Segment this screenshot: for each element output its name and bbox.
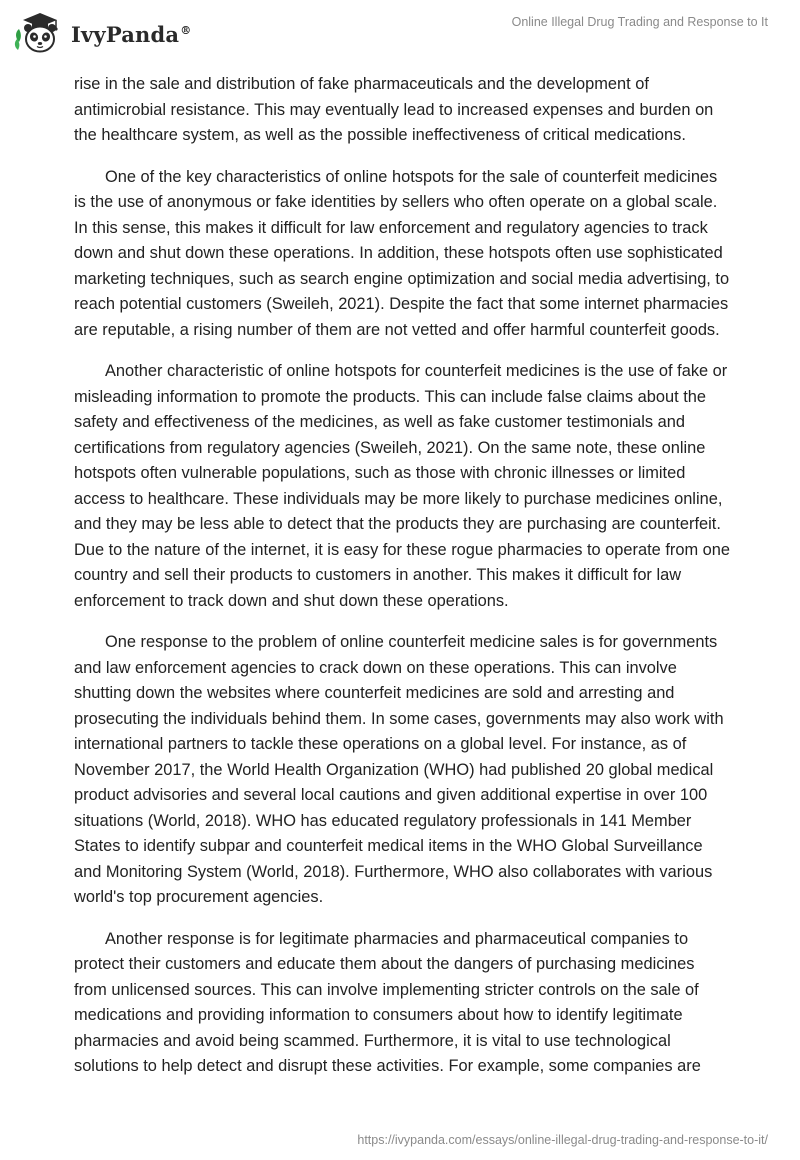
ivypanda-logo[interactable] — [13, 8, 191, 58]
paragraph-1: rise in the sale and distribution of fake pharmaceuticals and the development of antimicrobial resistance. This may eventually lead to increased expenses and burden on the healthcare system, as well as the possible ineffectiveness of critical medications. — [74, 75, 714, 144]
page-header — [0, 0, 800, 70]
paragraph-5: Another response is for legitimate pharmacies and pharmaceutical companies to protect their customers and educate them about the dangers of purchasing medicines from unlicensed sources. This can involve implementing stricter controls on the sale of medications and providing information to consumers about how to identify legitimate pharmacies and avoid being scammed. Furthermore, it is vital to use technological solutions to help detect and disrupt these activities. For example, some companies are — [74, 929, 701, 1075]
paragraph-4: One response to the problem of online counterfeit medicine sales is for governments and law enforcement agencies to crack down on these operations. This can involve shutting down the websites where counterfeit medicines are sold and arresting and prosecuting the individuals behind them. In some cases, governments may also work with international partners to tackle these operations on a global level. For instance, as of November 2017, the World Health Organization (WHO) had published 20 global medical product advisories and several local cautions and given additional expertise in over 100 situations (World, 2018). WHO has educated regulatory professionals in 141 Member States to identify subpar and counterfeit medical items in the WHO Global Surveillance and Monitoring System (World, 2018). Furthermore, WHO also collaborates with various world's top procurement agencies. — [74, 633, 724, 906]
brand-name: IvyPanda® — [71, 21, 192, 47]
source-url-link[interactable]: https://ivypanda.com/essays/online-illegal-drug-trading-and-response-to-it/ — [357, 1133, 768, 1147]
panda-graduate-icon — [13, 8, 65, 58]
essay-body — [74, 72, 730, 1096]
paragraph-2: One of the key characteristics of online hotspots for the sale of counterfeit medicines is the use of anonymous or fake identities by sellers who often operate on a global scale. In this sense, this makes it difficult for law enforcement and regulatory agencies to track down and shut down these operations. In addition, these hotspots often use sophisticated marketing techniques, such as search engine optimization and social media advertising, to reach potential customers (Sweileh, 2021). Despite the fact that some internet pharmacies are reputable, a rising number of them are not vetted and offer harmful counterfeit goods. — [74, 167, 730, 339]
document-title: Online Illegal Drug Trading and Response to It — [511, 15, 768, 29]
paragraph-3: Another characteristic of online hotspots for counterfeit medicines is the use of fake or misleading information to promote the products. This can include false claims about the safety and effectiveness of the medicines, as well as fake customer testimonials and certifications from regulatory agencies (Sweileh, 2021). On the same note, these online hotspots often vulnerable populations, such as those with chronic illnesses or limited access to healthcare. These individuals may be more likely to purchase medicines online, and they may be less able to detect that the products they are purchasing are counterfeit. Due to the nature of the internet, it is easy for these rogue pharmacies to operate from one country and sell their products to customers in another. This makes it difficult for law enforcement to track down and shut down these operations. — [74, 362, 731, 610]
